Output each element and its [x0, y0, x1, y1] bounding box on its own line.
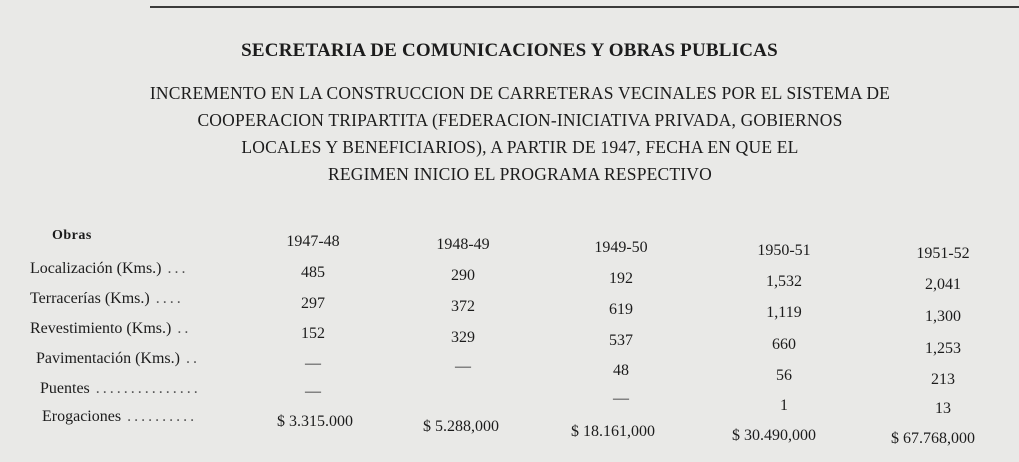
table-cell: —: [305, 383, 321, 400]
year-header: 1950-51: [757, 242, 811, 259]
table-cell: 537: [609, 332, 633, 349]
table-cell: 372: [451, 298, 475, 315]
row-label: Pavimentación (Kms.): [36, 350, 180, 367]
table-cell: 213: [931, 371, 955, 388]
table-cell: —: [455, 358, 471, 375]
table-cell: 329: [451, 329, 475, 346]
row-label: Puentes: [40, 380, 90, 397]
table-row: [36, 350, 200, 368]
table-title: [40, 80, 1000, 188]
top-rule: [150, 6, 1019, 8]
table-cell: 297: [301, 295, 325, 312]
table-cell: —: [613, 390, 629, 407]
table-cell: 192: [609, 270, 633, 287]
title-line-1: INCREMENTO EN LA CONSTRUCCION DE CARRETERAS VECINALES POR EL SISTEMA DE: [149, 83, 891, 103]
dot-leader: ..: [177, 320, 192, 337]
year-header: 1951-52: [916, 245, 970, 262]
table-cell: —: [305, 355, 321, 372]
table-cell: 1,119: [766, 304, 802, 321]
table-cell: $ 18.161,000: [571, 423, 655, 440]
row-label: Erogaciones: [42, 408, 122, 425]
title-line-2: COOPERACION TRIPARTITA (FEDERACION-INICIATIVA PRIVADA, GOBIERNOS: [197, 110, 843, 130]
table-cell: 1: [780, 397, 788, 414]
dot-leader: ..: [185, 350, 200, 367]
table-cell: $ 3.315.000: [277, 413, 353, 430]
table-cell: $ 67.768,000: [891, 430, 975, 447]
table-cell: $ 30.490,000: [732, 427, 816, 444]
table-row: [30, 290, 184, 308]
table-cell: 2,041: [925, 276, 961, 293]
year-header: 1949-50: [594, 239, 648, 256]
row-header: Obras: [52, 228, 92, 243]
table-row: [40, 380, 201, 398]
table-cell: 660: [772, 336, 796, 353]
dot-leader: ....: [155, 290, 184, 307]
table-cell: 56: [776, 367, 792, 384]
table-cell: 48: [613, 362, 629, 379]
table-cell: 485: [301, 264, 325, 281]
dot-leader: ..........: [127, 408, 198, 425]
table-cell: 13: [935, 400, 951, 417]
table-row: [42, 408, 197, 426]
table-cell: 1,300: [925, 308, 961, 325]
row-label: Terracerías (Kms.): [30, 290, 150, 307]
table-cell: 290: [451, 267, 475, 284]
dot-leader: ...............: [95, 380, 201, 397]
row-label: Revestimiento (Kms.): [30, 320, 172, 337]
table-cell: $ 5.288,000: [423, 418, 499, 435]
table-row: [30, 260, 189, 278]
year-header: 1947-48: [286, 233, 340, 250]
title-line-3: LOCALES Y BENEFICIARIOS), A PARTIR DE 1947, FECHA EN QUE EL: [241, 137, 799, 157]
organization-title: SECRETARIA DE COMUNICACIONES Y OBRAS PUBLICAS: [241, 40, 778, 61]
table-cell: 619: [609, 301, 633, 318]
table-row: [30, 320, 191, 338]
table-cell: 1,253: [925, 340, 961, 357]
year-header: 1948-49: [436, 236, 490, 253]
title-line-4: REGIMEN INICIO EL PROGRAMA RESPECTIVO: [328, 164, 712, 184]
dot-leader: ...: [167, 260, 189, 277]
table-cell: 152: [301, 325, 325, 342]
table-cell: 1,532: [766, 273, 802, 290]
row-label: Localización (Kms.): [30, 260, 162, 277]
